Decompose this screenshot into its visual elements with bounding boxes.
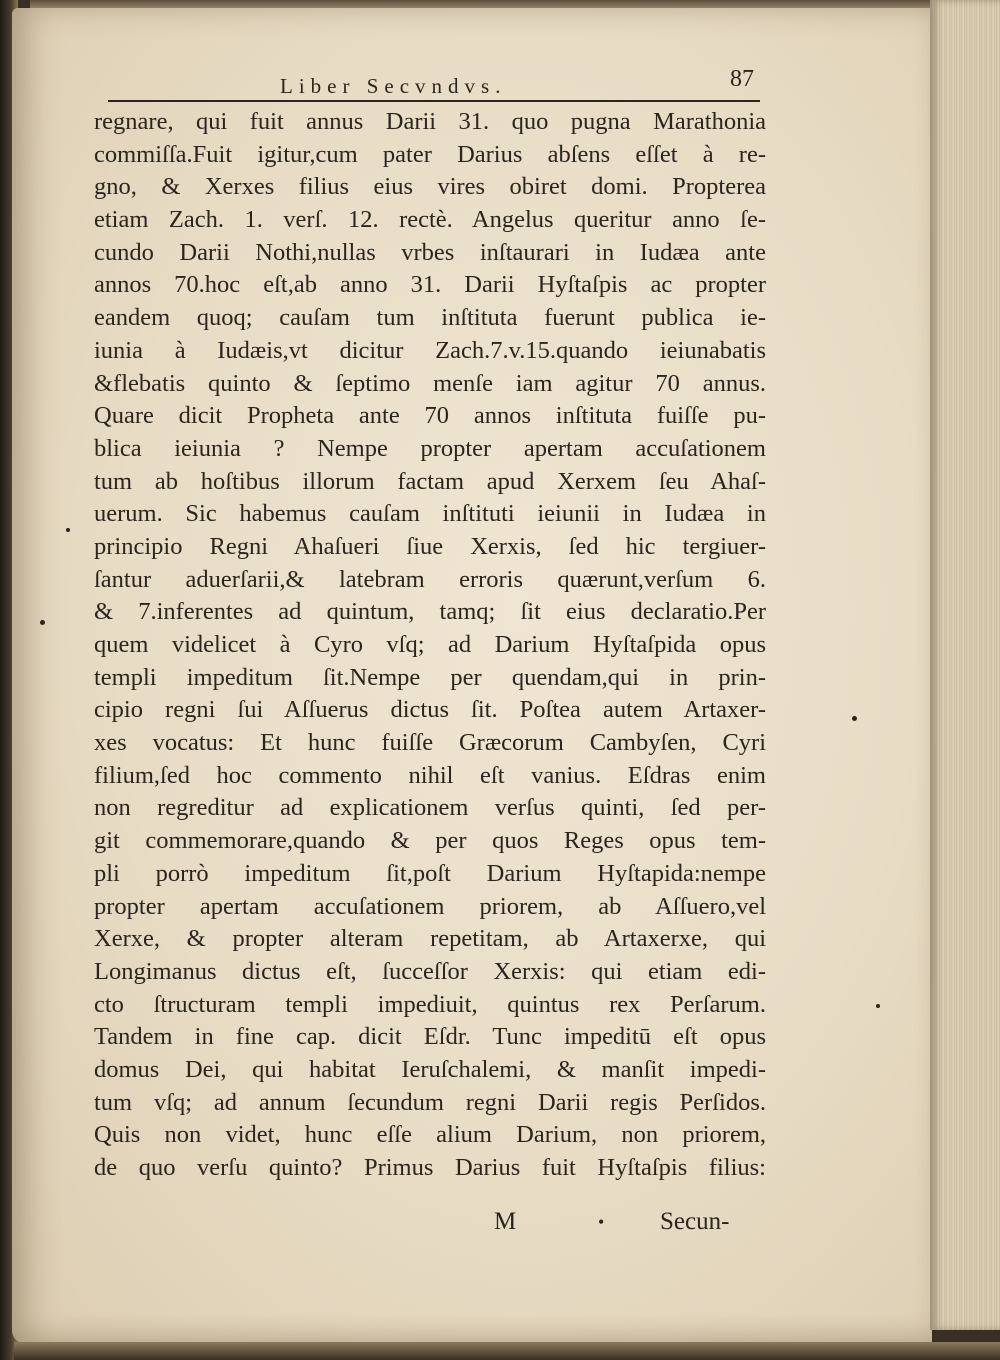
text-line: eandem quoq; cauſam tum inſtituta fuerunt publica ie- xyxy=(94,304,766,332)
text-line: Tandem in fine cap. dicit Eſdr. Tunc impeditū eſt opus xyxy=(94,1023,766,1051)
signature-mark: M xyxy=(494,1208,517,1235)
ornament-dot: • xyxy=(598,1212,605,1232)
ink-spot xyxy=(40,620,45,625)
text-line: uerum. Sic habemus cauſam inſtituti ieiunii in Iudæa in xyxy=(94,500,766,528)
text-line: propter apertam accuſationem priorem, ab Aſſuero,vel xyxy=(94,892,766,920)
text-line: quem videlicet à Cyro vſq; ad Darium Hyſtaſpida opus xyxy=(94,631,766,658)
text-line: regnare, qui fuit annus Darii 31. quo pugna Marathonia xyxy=(94,108,766,135)
text-line: cundo Darii Nothi,nullas vrbes inſtaurari in Iudæa ante xyxy=(94,238,766,266)
ink-spot xyxy=(876,1004,880,1008)
header-rule xyxy=(108,100,760,102)
ink-spot xyxy=(852,716,857,721)
text-line: Xerxe, & propter alteram repetitam, ab Artaxerxe, qui xyxy=(94,925,766,953)
text-line: commiſſa.Fuit igitur,cum pater Darius abſens eſſet à re- xyxy=(94,140,766,168)
text-line: & 7.inferentes ad quintum, tamq; ſit eius declaratio.Per xyxy=(94,598,766,626)
text-line: cipio regni ſui Aſſuerus dictus ſit. Poſtea autem Artaxer- xyxy=(94,696,766,724)
text-line: cto ſtructuram templi impediuit, quintus rex Perſarum. xyxy=(94,990,766,1018)
text-line: etiam Zach. 1. verſ. 12. rectè. Angelus queritur anno ſe- xyxy=(94,206,766,234)
page-bottom-edge xyxy=(14,1342,1000,1360)
text-line: tum vſq; ad annum ſecundum regni Darii regis Perſidos. xyxy=(94,1088,766,1116)
text-line: Quis non videt, hunc eſſe alium Darium, non priorem, xyxy=(94,1121,766,1149)
text-line: xes vocatus: Et hunc fuiſſe Græcorum Cambyſen, Cyri xyxy=(94,729,766,757)
text-line: ſantur aduerſarii,& latebram erroris quærunt,verſum 6. xyxy=(94,565,766,593)
text-line: filium,ſed hoc commento nihil eſt vanius. Eſdras enim xyxy=(94,761,766,789)
catchword: Secun- xyxy=(660,1208,730,1235)
text-line: blica ieiunia ? Nempe propter apertam accuſationem xyxy=(94,434,766,462)
text-line: de quo verſu quinto? Primus Darius fuit Hyſtaſpis filius: xyxy=(94,1154,766,1181)
text-line: git commemorare,quando & per quos Reges opus tem- xyxy=(94,827,766,855)
text-line: &flebatis quinto & ſeptimo menſe iam agitur 70 annus. xyxy=(94,369,766,397)
text-line: tum ab hoſtibus illorum factam apud Xerxem ſeu Ahaſ- xyxy=(94,467,766,495)
text-line: non regreditur ad explicationem verſus quinti, ſed per- xyxy=(94,794,766,822)
text-line: templi impeditum ſit.Nempe per quendam,qui in prin- xyxy=(94,663,766,691)
page-fore-edge xyxy=(930,0,1000,1330)
text-line: domus Dei, qui habitat Ieruſchalemi, & manſit impedi- xyxy=(94,1055,766,1083)
text-line: Quare dicit Propheta ante 70 annos inſtituta fuiſſe pu- xyxy=(94,402,766,430)
text-line: Longimanus dictus eſt, ſucceſſor Xerxis: qui etiam edi- xyxy=(94,957,766,985)
text-line: gno, & Xerxes filius eius vires obiret domi. Propterea xyxy=(94,173,766,201)
ink-spot xyxy=(66,528,70,532)
text-line: iunia à Iudæis,vt dicitur Zach.7.v.15.quando ieiunabatis xyxy=(94,336,766,364)
text-line: principio Regni Ahaſueri ſiue Xerxis, ſed hic tergiuer- xyxy=(94,532,766,560)
text-line: annos 70.hoc eſt,ab anno 31. Darii Hyſtaſpis ac propter xyxy=(94,271,766,299)
running-head: Liber Secvndvs. xyxy=(280,74,507,98)
page-number: 87 xyxy=(730,66,754,92)
text-line: pli porrò impeditum ſit,poſt Darium Hyſtapida:nempe xyxy=(94,859,766,887)
body-text xyxy=(94,106,766,1185)
